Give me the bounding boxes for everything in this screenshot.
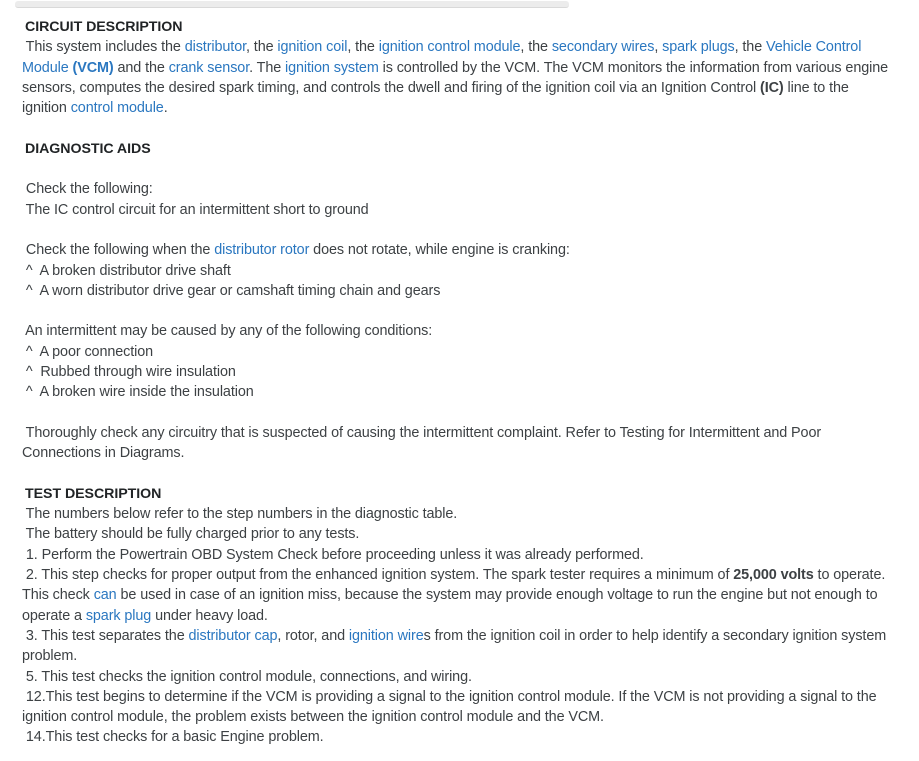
text-run: ^ A poor connection (22, 343, 154, 360)
text-run: problem. (22, 648, 78, 665)
link-can[interactable]: can (93, 587, 117, 604)
link-distributor[interactable]: distributor (184, 39, 246, 56)
doc-line (22, 362, 905, 382)
text-run: is controlled by the VCM. The VCM monitors the information from various engine (378, 59, 889, 76)
text-run: ^ A worn distributor drive gear or camshaft timing chain and gears (22, 282, 441, 299)
doc-line (22, 179, 905, 199)
doc-line (22, 687, 905, 707)
text-run: 1. Perform the Powertrain OBD System Check before proceeding unless it was already performed. (22, 546, 644, 563)
text-run: ignition (22, 100, 71, 117)
doc-line (22, 240, 905, 260)
text-run: operate a (22, 607, 86, 624)
doc-line (22, 667, 905, 687)
link-control-module[interactable]: control module (70, 100, 164, 117)
doc-line (22, 606, 905, 626)
section-heading (22, 484, 905, 504)
text-run: Check the following when the (22, 242, 215, 259)
doc-line (22, 646, 905, 666)
blank-line (22, 403, 905, 423)
text-run: TEST DESCRIPTION (25, 485, 162, 502)
link-vehicle-control[interactable]: Vehicle Control (766, 39, 862, 56)
text-run: 2. This step checks for proper output from the enhanced ignition system. The spark tester requires a minimum of (22, 567, 734, 584)
section-heading (22, 17, 905, 37)
text-run: . The (249, 59, 286, 76)
doc-line (22, 545, 905, 565)
text-run: , the (347, 39, 379, 56)
text-run: sensors, computes the desired spark timing, and controls the dwell and firing of the ignition coil via an Ignition Control (22, 79, 761, 96)
link-secondary-wires[interactable]: secondary wires (551, 39, 655, 56)
text-run: 12.This test begins to determine if the VCM is providing a signal to the ignition control module. If the VCM is not providing a signal to the (22, 688, 877, 705)
link-module[interactable]: Module (22, 59, 73, 76)
doc-line (22, 281, 905, 301)
text-run: This check (22, 587, 94, 604)
doc-line (22, 727, 905, 747)
link-distributor-cap[interactable]: distributor cap (188, 627, 278, 644)
top-divider-bar (15, 1, 569, 8)
text-run: , rotor, and (277, 627, 349, 644)
text-run: be used in case of an ignition miss, because the system may provide enough voltage to run the engine but not enough to (116, 587, 878, 604)
text-run: 5. This test checks the ignition control module, connections, and wiring. (22, 668, 472, 685)
text-run: ignition control module, the problem exists between the ignition control module and the VCM. (22, 709, 604, 726)
doc-line (22, 626, 905, 646)
text-run: ^ A broken wire inside the insulation (22, 384, 254, 401)
section-heading (22, 139, 905, 159)
doc-line (22, 443, 905, 463)
text-run: 14.This test checks for a basic Engine problem. (22, 729, 324, 746)
link-distributor-rotor[interactable]: distributor rotor (214, 242, 310, 259)
text-run: , the (246, 39, 278, 56)
doc-line (22, 423, 905, 443)
text-run: Check the following: (22, 181, 153, 198)
blank-line (22, 159, 905, 179)
text-run: , the (520, 39, 552, 56)
link-ignition-system[interactable]: ignition system (285, 59, 379, 76)
text-run: The numbers below refer to the step numbers in the diagnostic table. (22, 506, 458, 523)
text-run: line to the (783, 79, 849, 96)
blank-line (22, 220, 905, 240)
text-run: 3. This test separates the (22, 627, 189, 644)
doc-line (22, 504, 905, 524)
link-vcm[interactable]: (VCM) (72, 59, 114, 76)
text-run: to operate. (813, 567, 886, 584)
doc-line (22, 321, 905, 341)
text-run: ^ Rubbed through wire insulation (22, 364, 236, 381)
text-run: ^ A broken distributor drive shaft (22, 262, 231, 279)
text-run: s from the ignition coil in order to help identify a secondary ignition system (423, 627, 887, 644)
text-run: The battery should be fully charged prior to any tests. (22, 526, 360, 543)
doc-line (22, 98, 905, 118)
blank-line (22, 118, 905, 138)
blank-line (22, 301, 905, 321)
link-spark-plugs[interactable]: spark plugs (662, 39, 735, 56)
doc-line (22, 200, 905, 220)
text-run: and the (113, 59, 169, 76)
text-run: does not rotate, while engine is cranking: (309, 242, 570, 259)
link-ignition-coil[interactable]: ignition coil (277, 39, 348, 56)
text-run: Thoroughly check any circuitry that is suspected of causing the intermittent complaint. Refer to Testing for Intermittent and Poor (22, 424, 822, 441)
link-ignition-control-module[interactable]: ignition control module (378, 39, 521, 56)
text-run: under heavy load. (151, 607, 268, 624)
text-run: Connections in Diagrams. (22, 445, 185, 462)
text-run: An intermittent may be caused by any of the following conditions: (22, 323, 433, 340)
text-run: CIRCUIT DESCRIPTION (25, 19, 183, 35)
link-crank-sensor[interactable]: crank sensor (168, 59, 250, 76)
doc-line (22, 565, 905, 585)
text-run: The IC control circuit for an intermittent short to ground (22, 201, 369, 218)
text-run: . (163, 100, 168, 117)
blank-line (22, 464, 905, 484)
text-run: DIAGNOSTIC AIDS (25, 140, 151, 157)
bold-text: 25,000 volts (733, 567, 814, 584)
bold-text: (IC) (760, 79, 784, 96)
doc-line (22, 585, 905, 605)
doc-line (22, 382, 905, 402)
doc-line (22, 58, 905, 78)
doc-line (22, 37, 905, 57)
link-spark-plug[interactable]: spark plug (85, 607, 152, 624)
doc-line (22, 78, 905, 98)
text-run: This system includes the (22, 39, 185, 56)
doc-line (22, 342, 905, 362)
text-run: , the (734, 39, 767, 56)
doc-line (22, 707, 905, 727)
doc-line (22, 524, 905, 544)
text-run: , (654, 39, 663, 56)
doc-line (22, 261, 905, 281)
link-ignition-wire[interactable]: ignition wire (348, 627, 424, 644)
